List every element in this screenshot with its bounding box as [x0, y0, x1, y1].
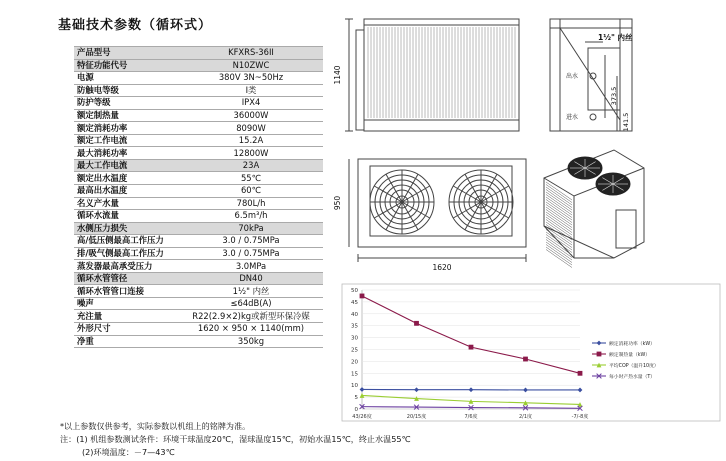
spec-label: 噪声 — [74, 297, 179, 310]
dim-inlet-height: 141.5 — [622, 112, 630, 132]
data-point — [523, 388, 528, 393]
spec-label: 高/低压侧最高工作压力 — [74, 235, 179, 248]
spec-label: 产品型号 — [74, 47, 179, 60]
y-tick-label: 50 — [351, 288, 358, 294]
spec-value: 780L/h — [179, 197, 323, 210]
spec-label: 外形尺寸 — [74, 323, 179, 336]
note-disclaimer: *以上参数仅供参考，实际参数以机组上的铭牌为准。 — [60, 421, 251, 431]
legend-label: 额定制热量（kW） — [609, 353, 651, 358]
spec-label: 循环水流量 — [74, 210, 179, 223]
y-tick-label: 15 — [351, 371, 358, 378]
spec-value: 23A — [179, 159, 323, 172]
page-title: 基础技术参数（循环式） — [58, 18, 213, 33]
spec-label: 净重 — [74, 335, 179, 348]
legend-entry — [592, 362, 659, 369]
spec-label: 循环水管管径 — [74, 272, 179, 285]
data-point — [469, 387, 474, 392]
y-tick-label: 10 — [351, 383, 358, 390]
spec-value: 1½" 内丝 — [179, 285, 323, 298]
y-tick-label: 45 — [351, 299, 358, 306]
spec-value: N10ZWC — [179, 59, 323, 72]
x-tick-label: -7/-8度 — [571, 414, 589, 420]
spec-label: 蒸发器最高承受压力 — [74, 260, 179, 273]
spec-label: 最大消耗功率 — [74, 147, 179, 160]
dim-height: 1140 — [333, 65, 342, 85]
data-point — [523, 357, 528, 362]
y-tick-label: 5 — [354, 395, 358, 402]
legend-label: 平均COP（温升10度） — [609, 364, 659, 369]
spec-label: 电源 — [74, 72, 179, 85]
data-point — [414, 387, 419, 392]
spec-label: 特征功能代号 — [74, 59, 179, 72]
spec-label: 防触电等级 — [74, 84, 179, 97]
spec-value: Ⅰ类 — [179, 84, 323, 97]
spec-value: 3.0 / 0.75MPa — [179, 235, 323, 248]
x-tick-label: 43/26度 — [352, 414, 372, 420]
spec-value: ≤64dB(A) — [179, 297, 323, 310]
spec-label: 最大工作电流 — [74, 159, 179, 172]
note-test-conditions: 注：(1) 机组参数测试条件：环境干球温度20℃，湿球温度15℃，初始水温15℃，终止水温55℃ — [60, 434, 411, 444]
legend-label: 每小时产热水量（T） — [609, 375, 656, 380]
y-tick-label: 30 — [351, 335, 358, 342]
spec-value: 350kg — [179, 335, 323, 348]
spec-value: 380V 3N~50Hz — [179, 72, 323, 85]
spec-value: 36000W — [179, 109, 323, 122]
data-point — [360, 387, 365, 392]
outlet-label: 出水 — [566, 73, 579, 80]
data-point — [469, 345, 474, 350]
spec-label: 名义产水量 — [74, 197, 179, 210]
spec-value: IPX4 — [179, 97, 323, 110]
spec-label: 防护等级 — [74, 97, 179, 110]
spec-label: 循环水管管口连接 — [74, 285, 179, 298]
legend-label: 额定消耗功率（kW） — [609, 342, 655, 347]
y-tick-label: 25 — [351, 347, 358, 354]
spec-label: 水侧压力损失 — [74, 222, 179, 235]
spec-value: 55℃ — [179, 172, 323, 185]
data-point — [360, 294, 365, 299]
data-point — [414, 321, 419, 326]
dim-depth: 950 — [333, 195, 342, 211]
y-tick-label: 0 — [354, 407, 358, 413]
dim-outlet-height: 373.5 — [610, 86, 618, 106]
pipe-connection-label: 1½" 内丝 — [598, 33, 633, 42]
spec-label: 额定消耗功率 — [74, 122, 179, 135]
legend-entry — [592, 351, 650, 358]
spec-label: 排/吸气侧最高工作压力 — [74, 247, 179, 260]
spec-value: R22(2.9×2)kg或新型环保冷媒 — [179, 310, 323, 323]
y-tick-label: 35 — [351, 323, 358, 330]
spec-value: 70kPa — [179, 222, 323, 235]
data-point — [578, 388, 583, 393]
legend-entry — [592, 373, 655, 380]
data-point — [578, 371, 583, 376]
spec-value: 3.0 / 0.75MPa — [179, 247, 323, 260]
spec-value: 60℃ — [179, 185, 323, 198]
note-ambient-temp: (2)环境温度：－7—43℃ — [82, 447, 175, 457]
series-line — [362, 296, 580, 373]
y-tick-label: 20 — [351, 359, 358, 366]
spec-label: 最高出水温度 — [74, 185, 179, 198]
series-1 — [360, 387, 583, 392]
spec-label: 额定工作电流 — [74, 134, 179, 147]
legend-entry — [592, 340, 655, 347]
spec-value: 12800W — [179, 147, 323, 160]
chart-frame — [342, 284, 720, 421]
spec-label: 额定制热量 — [74, 109, 179, 122]
series-2 — [360, 294, 583, 376]
spec-value: 1620 × 950 × 1140(mm) — [179, 323, 323, 336]
dim-width: 1620 — [432, 263, 452, 272]
x-tick-label: 20/15度 — [406, 414, 427, 420]
y-tick-label: 40 — [351, 311, 358, 318]
x-tick-label: 7/6度 — [464, 414, 478, 420]
x-tick-label: 2/1度 — [518, 414, 533, 420]
series-3 — [360, 393, 583, 407]
spec-label: 充注量 — [74, 310, 179, 323]
spec-value: KFXRS-36II — [179, 47, 323, 60]
spec-value: 15.2A — [179, 134, 323, 147]
inlet-label: 进水 — [566, 114, 579, 121]
spec-value: 6.5m³/h — [179, 210, 323, 223]
data-point — [597, 341, 602, 346]
spec-label: 额定出水温度 — [74, 172, 179, 185]
spec-value: 8090W — [179, 122, 323, 135]
spec-value: 3.0MPa — [179, 260, 323, 273]
series-4 — [360, 404, 583, 410]
data-point — [597, 352, 602, 357]
spec-value: DN40 — [179, 272, 323, 285]
